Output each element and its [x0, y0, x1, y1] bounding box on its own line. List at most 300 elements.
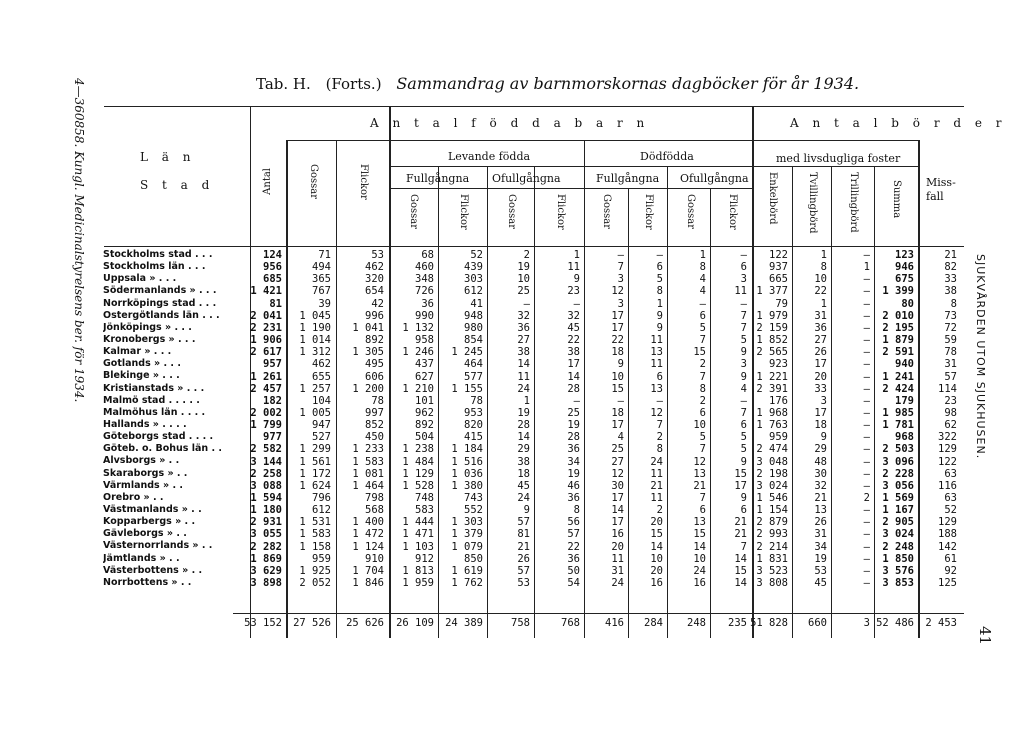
table-cell: 892 [365, 334, 384, 347]
table-cell: 2 617 [250, 346, 282, 359]
table-cell: 7 [617, 261, 624, 274]
table-cell: 27 [611, 455, 624, 468]
table-cell: — [863, 309, 870, 322]
table-cell: 957 [263, 358, 282, 371]
table-cell: 892 [415, 419, 434, 432]
table-cell: 11 [611, 552, 624, 565]
total-cell: 284 [644, 617, 663, 629]
row-name: Norrköpings stad . . . [103, 297, 217, 309]
table-cell: 25 [517, 285, 530, 298]
table-cell: 28 [567, 431, 580, 444]
table-cell: 57 [944, 370, 957, 383]
table-cell: 6 [699, 504, 706, 517]
table-cell: 38 [517, 346, 530, 359]
table-cell: 5 [740, 334, 747, 347]
header-dodfodda: Dödfödda [640, 150, 694, 163]
table-cell: 6 [699, 309, 706, 322]
table-cell: 6 [656, 261, 663, 274]
table-cell: 3 853 [882, 577, 914, 590]
table-cell: 25 [567, 406, 580, 419]
table-cell: 2 993 [756, 528, 788, 541]
table-cell: 16 [693, 577, 706, 590]
table-cell: 1 594 [250, 492, 282, 504]
table-cell: 10 [693, 419, 706, 432]
table-cell: 1 762 [451, 577, 483, 590]
table-cell: 1 246 [402, 346, 434, 359]
table-cell: 36 [567, 552, 580, 565]
table-cell: 20 [650, 564, 663, 577]
table-cell: 1 257 [299, 382, 331, 395]
table-cell: 2 198 [756, 467, 788, 480]
row-name: Älvsborgs » . . [103, 455, 180, 467]
table-cell: 1 079 [451, 540, 483, 553]
row-name: Uppsala » . . . [103, 273, 177, 285]
table-cell: 4 [699, 273, 706, 286]
table-cell: 61 [944, 552, 957, 565]
table-cell: 8 [699, 261, 706, 274]
row-name: Göteborgs stad . . . . [103, 431, 214, 443]
table-cell: 1 305 [352, 346, 384, 359]
table-cell: 527 [312, 431, 331, 444]
table-cell: — [740, 297, 747, 310]
table-cell: — [863, 455, 870, 468]
table-cell: 28 [567, 382, 580, 395]
table-cell: 1 561 [299, 455, 331, 468]
total-cell: 24 389 [445, 617, 483, 629]
table-cell: 439 [464, 261, 483, 274]
table-cell: 1 [573, 249, 580, 261]
table-cell: 1 041 [352, 321, 384, 334]
table-cell: 685 [263, 273, 282, 286]
table-cell: 1 516 [451, 455, 483, 468]
table-cell: 3 898 [250, 577, 282, 590]
table-cell: 17 [611, 309, 624, 322]
table-cell: 1 528 [402, 479, 434, 492]
table-cell: 46 [567, 479, 580, 492]
col-flickor-df: Flickor [643, 194, 654, 230]
table-cell: 6 [656, 370, 663, 383]
table-cell: 996 [365, 309, 384, 322]
total-cell: 52 486 [876, 617, 914, 629]
row-name: Kronobergs » . . . [103, 333, 196, 345]
table-cell: 577 [464, 370, 483, 383]
tab-label: Tab. H. [256, 75, 311, 93]
table-cell: 71 [318, 249, 331, 261]
table-cell: 1 014 [299, 334, 331, 347]
table-cell: 2 391 [756, 382, 788, 395]
table-cell: 15 [734, 564, 747, 577]
col-gossar-total: Gossar [308, 164, 319, 200]
table-cell: 18 [814, 419, 827, 432]
table-cell: 1 444 [402, 516, 434, 529]
table-cell: 32 [567, 309, 580, 322]
table-cell: 98 [944, 406, 957, 419]
table-cell: 2 582 [250, 443, 282, 456]
table-cell: 968 [895, 431, 914, 444]
table-cell: 11 [650, 492, 663, 504]
table-cell: 142 [938, 540, 957, 553]
table-cell: 17 [611, 321, 624, 334]
table-cell: 16 [650, 577, 663, 590]
table-cell: 2 282 [250, 540, 282, 553]
table-cell: 2 010 [882, 309, 914, 322]
table-cell: 7 [699, 443, 706, 456]
table-cell: 2 248 [882, 540, 914, 553]
header-antal-border: A n t a l b ö r d e r [790, 116, 1007, 130]
table-cell: 45 [517, 479, 530, 492]
table-cell: 1 124 [352, 540, 384, 553]
table-cell: 1 081 [352, 467, 384, 480]
table-cell: 45 [814, 577, 827, 590]
table-cell: 12 [650, 406, 663, 419]
table-cell: 8 [699, 382, 706, 395]
table-cell: — [740, 249, 747, 261]
table-cell: 18 [517, 467, 530, 480]
table-cell: 9 [523, 504, 530, 517]
table-cell: 68 [421, 249, 434, 261]
table-cell: 1 763 [756, 419, 788, 432]
table-cell: 57 [517, 564, 530, 577]
table-cell: 1 619 [451, 564, 483, 577]
table-cell: 8 [950, 297, 957, 310]
table-cell: 606 [365, 370, 384, 383]
total-cell: 660 [808, 617, 827, 629]
table-cell: 2 [699, 358, 706, 371]
table-cell: 437 [415, 358, 434, 371]
header-antal-fodda-barn: A n t a l f ö d d a b a r n [370, 116, 650, 130]
table-cell: — [863, 504, 870, 517]
table-cell: 612 [464, 285, 483, 298]
table-cell: 1 813 [402, 564, 434, 577]
table-cell: 1 190 [299, 321, 331, 334]
table-cell: 462 [365, 261, 384, 274]
table-cell: 1 167 [882, 504, 914, 517]
table-cell: 495 [365, 358, 384, 371]
header-levande-fodda: Levande födda [448, 150, 531, 163]
table-cell: 3 [740, 358, 747, 371]
table-cell: 767 [312, 285, 331, 298]
table-cell: 2 002 [250, 406, 282, 419]
row-name: Kalmar » . . . [103, 346, 172, 358]
table-cell: 2 159 [756, 321, 788, 334]
table-cell: 7 [740, 321, 747, 334]
table-cell: 81 [517, 528, 530, 541]
table-cell: 27 [814, 334, 827, 347]
total-cell: 27 526 [293, 617, 331, 629]
table-cell: 34 [814, 540, 827, 553]
table-cell: 20 [611, 540, 624, 553]
row-name: Stockholms län . . . [103, 261, 206, 273]
table-cell: 654 [365, 285, 384, 298]
table-cell: 460 [415, 261, 434, 274]
table-cell: — [863, 479, 870, 492]
table-cell: 1 985 [882, 406, 914, 419]
table-cell: 1 210 [402, 382, 434, 395]
table-cell: — [617, 394, 624, 407]
table-cell: 56 [567, 516, 580, 529]
table-cell: 2 231 [250, 321, 282, 334]
table-cell: 53 [517, 577, 530, 590]
table-cell: 5 [699, 431, 706, 444]
table-cell: 1 531 [299, 516, 331, 529]
table-cell: 17 [611, 516, 624, 529]
table-cell: 320 [365, 273, 384, 286]
table-cell: 27 [517, 334, 530, 347]
table-cell: 6 [740, 261, 747, 274]
table-cell: 36 [421, 297, 434, 310]
table-cell: 997 [365, 406, 384, 419]
table-cell: 7 [699, 492, 706, 504]
table-cell: — [523, 297, 530, 310]
table-cell: 2 565 [756, 346, 788, 359]
table-cell: 2 424 [882, 382, 914, 395]
table-cell: 41 [470, 297, 483, 310]
table-cell: — [863, 577, 870, 590]
table-cell: 1 850 [882, 552, 914, 565]
table-cell: 57 [567, 528, 580, 541]
table-cell: 494 [312, 261, 331, 274]
table-cell: 7 [699, 334, 706, 347]
table-cell: 29 [814, 443, 827, 456]
row-name: Kristianstads » . . . [103, 382, 205, 394]
table-cell: 2 228 [882, 467, 914, 480]
table-cell: 1 569 [882, 492, 914, 504]
table-cell: 13 [693, 516, 706, 529]
table-cell: 20 [650, 516, 663, 529]
table-cell: 4 [740, 382, 747, 395]
table-cell: 78 [371, 394, 384, 407]
table-cell: 2 931 [250, 516, 282, 529]
table-cell: 10 [517, 273, 530, 286]
table-cell: 1 781 [882, 419, 914, 432]
table-cell: 31 [611, 564, 624, 577]
table-cell: 1 132 [402, 321, 434, 334]
total-cell: 768 [561, 617, 580, 629]
table-cell: — [863, 273, 870, 286]
table-cell: 1 [820, 297, 827, 310]
table-cell: 3 [617, 297, 624, 310]
table-cell: 15 [693, 528, 706, 541]
table-cell: 504 [415, 431, 434, 444]
table-cell: 3 024 [756, 479, 788, 492]
table-cell: 958 [415, 334, 434, 347]
table-cell: 188 [938, 528, 957, 541]
table-cell: 24 [650, 455, 663, 468]
table-cell: — [573, 394, 580, 407]
table-cell: 19 [567, 467, 580, 480]
table-cell: 4 [699, 285, 706, 298]
table-cell: 122 [938, 455, 957, 468]
table-cell: 2 052 [299, 577, 331, 590]
table-cell: 6 [740, 419, 747, 432]
row-name: Skaraborgs » . . [103, 467, 188, 479]
table-cell: 3 576 [882, 564, 914, 577]
table-cell: 1 155 [451, 382, 483, 395]
table-cell: 14 [734, 577, 747, 590]
table-cell: 17 [611, 419, 624, 432]
table-cell: 23 [944, 394, 957, 407]
table-cell: 7 [740, 406, 747, 419]
table-cell: 52 [944, 504, 957, 517]
row-names [103, 249, 245, 589]
table-cell: — [573, 297, 580, 310]
table-cell: 15 [693, 346, 706, 359]
table-cell: — [863, 249, 870, 261]
table-cell: 1 464 [352, 479, 384, 492]
table-cell: 36 [517, 321, 530, 334]
total-cell: 2 453 [925, 617, 957, 629]
total-cell: 53 152 [244, 617, 282, 629]
table-cell: 52 [470, 249, 483, 261]
table-cell: 53 [814, 564, 827, 577]
table-cell: 11 [517, 370, 530, 383]
table-cell: 36 [567, 443, 580, 456]
table-cell: 2 [699, 394, 706, 407]
table-cell: 125 [938, 577, 957, 590]
table-cell: 78 [470, 394, 483, 407]
table-cell: 9 [617, 358, 624, 371]
table-cell: 3 [740, 273, 747, 286]
table-cell: 12 [611, 467, 624, 480]
table-cell: 39 [318, 297, 331, 310]
table-cell: 7 [699, 370, 706, 383]
table-cell: 612 [312, 504, 331, 517]
table-cell: — [863, 358, 870, 371]
table-cell: 45 [567, 321, 580, 334]
table-cell: — [699, 297, 706, 310]
table-cell: 1 129 [402, 467, 434, 480]
table-cell: 8 [656, 285, 663, 298]
row-name: Värmlands » . . [103, 479, 183, 491]
table-cell: 182 [263, 394, 282, 407]
table-cell: 1 879 [882, 334, 914, 347]
table-cell: 1 172 [299, 467, 331, 480]
table-cell: 1 180 [250, 504, 282, 517]
table-cell: 7 [740, 309, 747, 322]
table-cell: 1 799 [250, 419, 282, 432]
col-gossar-df: Gossar [601, 194, 612, 230]
table-cell: 365 [312, 273, 331, 286]
row-name: Malmö stad . . . . . [103, 394, 200, 406]
table-cell: 17 [567, 358, 580, 371]
table-cell: 10 [611, 370, 624, 383]
table-cell: 38 [567, 346, 580, 359]
table-cell: 743 [464, 492, 483, 504]
table-cell: 2 195 [882, 321, 914, 334]
table-cell: 1 421 [250, 285, 282, 298]
table-cell: 59 [944, 334, 957, 347]
table-cell: 22 [814, 285, 827, 298]
table-cell: 2 879 [756, 516, 788, 529]
table-cell: 1 154 [756, 504, 788, 517]
table-cell: 6 [699, 406, 706, 419]
table-cell: 568 [365, 504, 384, 517]
table-cell: — [863, 382, 870, 395]
table-cell: 29 [517, 443, 530, 456]
table-cell: 1 852 [756, 334, 788, 347]
table-cell: 2 [863, 492, 870, 504]
total-cell: 416 [605, 617, 624, 629]
row-name: Malmöhus län . . . . [103, 406, 206, 418]
table-cell: 14 [650, 540, 663, 553]
table-cell: 11 [650, 358, 663, 371]
col-enkelbord: Enkelbörd [767, 172, 778, 225]
table-cell: 947 [312, 419, 331, 432]
table-cell: 18 [611, 346, 624, 359]
table-cell: 1 906 [250, 334, 282, 347]
header-stad: S t a d [140, 178, 215, 192]
table-cell: 33 [944, 273, 957, 286]
table-cell: 129 [938, 443, 957, 456]
table-cell: 14 [567, 370, 580, 383]
table-cell: 10 [693, 552, 706, 565]
table-cell: 9 [656, 309, 663, 322]
table-cell: 9 [740, 455, 747, 468]
table-cell: 5 [656, 273, 663, 286]
table-cell: 2 [523, 249, 530, 261]
table-cell: 1 312 [299, 346, 331, 359]
table-cell: 31 [814, 309, 827, 322]
table-cell: 9 [656, 321, 663, 334]
table-cell: 3 808 [756, 577, 788, 590]
table-cell: 79 [775, 297, 788, 310]
table-cell: — [863, 394, 870, 407]
col-antal: Antal [262, 168, 273, 195]
table-cell: 92 [944, 564, 957, 577]
table-cell: 8 [820, 261, 827, 274]
table-cell: — [863, 516, 870, 529]
table-cell: 12 [693, 455, 706, 468]
table-cell: 1 233 [352, 443, 384, 456]
table-cell: 852 [365, 419, 384, 432]
table-cell: 11 [650, 467, 663, 480]
table-cell: 104 [312, 394, 331, 407]
row-name: Jönköpings » . . . [103, 321, 192, 333]
table-cell: 959 [769, 431, 788, 444]
table-cell: 13 [693, 467, 706, 480]
row-name: Kopparbergs » . . [103, 516, 196, 528]
table-cell: 24 [611, 577, 624, 590]
table-cell: 19 [517, 406, 530, 419]
table-cell: 36 [814, 321, 827, 334]
table-cell: 1 959 [402, 577, 434, 590]
table-cell: 959 [312, 552, 331, 565]
table-cell: 675 [895, 273, 914, 286]
table-cell: 30 [611, 479, 624, 492]
table-cell: 1 925 [299, 564, 331, 577]
table-cell: 4 [617, 431, 624, 444]
table-cell: 1 158 [299, 540, 331, 553]
table-cell: 3 629 [250, 564, 282, 577]
table-cell: 9 [740, 346, 747, 359]
table-cell: 13 [650, 346, 663, 359]
table-cell: 3 144 [250, 455, 282, 468]
table-cell: 32 [517, 309, 530, 322]
row-name: Stockholms stad . . . [103, 249, 213, 260]
table-cell: 1 [699, 249, 706, 261]
table-cell: 912 [415, 552, 434, 565]
table-cell: 1 [863, 261, 870, 274]
table-cell: 17 [734, 479, 747, 492]
table-cell: 1 546 [756, 492, 788, 504]
table-cell: 820 [464, 419, 483, 432]
header-missfall: Miss- fall [926, 176, 956, 203]
table-cell: 72 [944, 321, 957, 334]
table-cell: — [740, 394, 747, 407]
table-cell: — [617, 249, 624, 261]
table-cell: 21 [734, 516, 747, 529]
table-cell: 748 [415, 492, 434, 504]
